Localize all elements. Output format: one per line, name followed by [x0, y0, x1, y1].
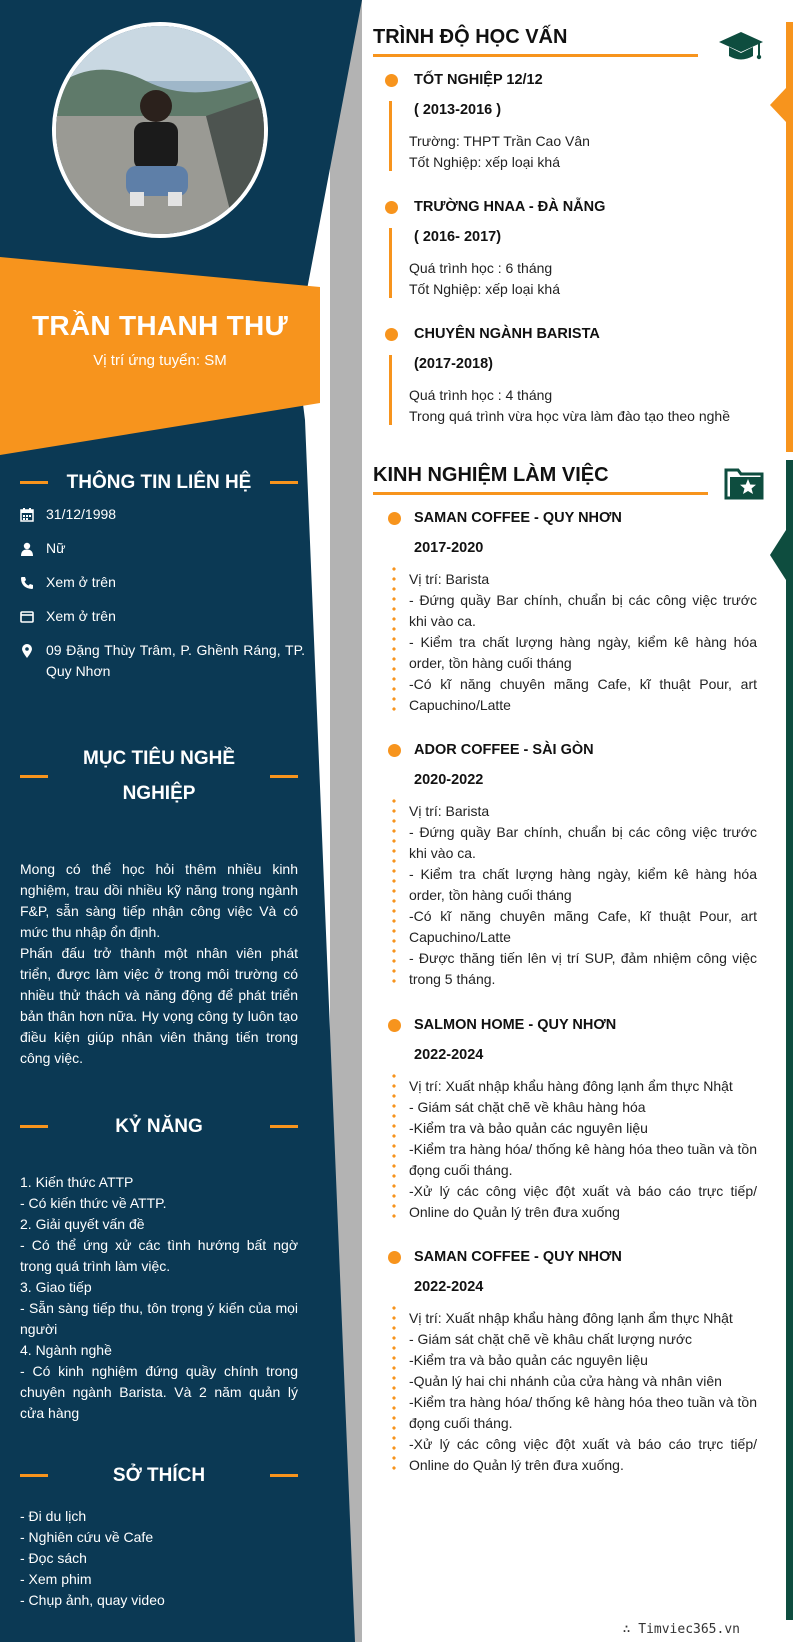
objective-paragraph-2: Phấn đấu trở thành một nhân viên phát triển, được làm việc ở trong môi trường có nhiều thử thách và năng động để phát triển bản thân hơn nữa. Hy vọng công ty luôn tạo điều kiện giúp nhân viên thăng tiến trong công việc. [20, 945, 298, 1066]
desc-line: -Kiểm tra và bảo quản các nguyên liệu [409, 1352, 648, 1368]
folder-star-icon [724, 466, 764, 505]
desc-line: Vị trí: Xuất nhập khẩu hàng đông lạnh ẩm thực Nhật [409, 1310, 733, 1326]
left-column [0, 0, 305, 1642]
desc-line: -Kiểm tra hàng hóa/ thống kê hàng hóa theo tuần và tồn đọng cuối tháng. [409, 1394, 757, 1431]
education-entry-title: CHUYÊN NGÀNH BARISTA [414, 326, 600, 342]
skill-line: - Có kinh nghiệm đứng quầy chính trong chuyên ngành Barista. Và 2 năm quản lý cửa hàng [20, 1363, 298, 1421]
objective-text [20, 859, 298, 1069]
applied-position: Vị trí ứng tuyển: SM [93, 352, 227, 369]
desc-line: - Giám sát chặt chẽ về khâu chất lượng nước [409, 1331, 693, 1347]
desc-line: Trường: THPT Trần Cao Vân [409, 133, 590, 149]
hobbies-list [20, 1506, 298, 1611]
heading-dash [270, 481, 298, 484]
hobby-line: - Xem phim [20, 1571, 92, 1587]
desc-line: -Có kĩ năng chuyên mãng Cafe, kĩ thuật Pour, art Capuchino/Latte [409, 676, 757, 713]
experience-entry-title: SAMAN COFFEE - QUY NHƠN [414, 510, 622, 526]
desc-line: - Kiểm tra chất lượng hàng ngày, kiểm kê hàng hóa order, tồn hàng cuối tháng [409, 634, 757, 671]
experience-entry-year: 2017-2020 [414, 540, 484, 556]
desc-line: Tốt Nghiệp: xếp loại khá [409, 281, 560, 297]
education-entry-year: (2017-2018) [414, 356, 493, 372]
heading-dash [270, 775, 298, 778]
experience-entry-title: ADOR COFFEE - SÀI GÒN [414, 742, 594, 758]
desc-line: -Có kĩ năng chuyên mãng Cafe, kĩ thuật Pour, art Capuchino/Latte [409, 908, 757, 945]
calendar-icon [20, 504, 46, 528]
objective-title [48, 741, 270, 811]
hobby-line: - Đi du lịch [20, 1508, 87, 1524]
experience-entry-year: 2022-2024 [414, 1279, 484, 1295]
contact-text: Nữ [46, 540, 66, 556]
timeline-dot [385, 328, 398, 341]
education-title: TRÌNH ĐỘ HỌC VẤN [373, 26, 568, 48]
experience-entry-year: 2020-2022 [414, 772, 484, 788]
heading-dash [270, 1125, 298, 1128]
heading-dash [20, 481, 48, 484]
contact-heading [20, 465, 298, 500]
timeline-dot [385, 201, 398, 214]
timeline-dot [388, 1019, 401, 1032]
heading-dash [20, 1125, 48, 1128]
desc-line: -Quản lý hai chi nhánh của cửa hàng và nhân viên [409, 1373, 722, 1389]
skill-line: 1. Kiến thức ATTP [20, 1174, 134, 1190]
desc-line: Trong quá trình vừa học vừa làm đào tạo theo nghề [409, 408, 730, 424]
timeline-dots [392, 1303, 396, 1475]
desc-line: - Đứng quầy Bar chính, chuẩn bị các công việc trước khi vào ca. [409, 824, 757, 861]
timeline-dot [385, 74, 398, 87]
timeline-bar [389, 355, 392, 425]
contact-text: 09 Đặng Thùy Trâm, P. Ghềnh Ráng, TP. Quy Nhơn [46, 642, 305, 679]
education-entry-year: ( 2013-2016 ) [414, 102, 502, 118]
timeline-dots [392, 1071, 396, 1221]
hobby-line: - Nghiên cứu về Cafe [20, 1529, 154, 1545]
hobby-line: - Đọc sách [20, 1550, 87, 1566]
watermark: ∴ Timviec365.vn [622, 1622, 740, 1637]
contact-phone [20, 572, 305, 596]
education-entry-title: TRƯỜNG HNAA - ĐÀ NẴNG [414, 199, 606, 215]
hobbies-heading [20, 1458, 298, 1493]
timeline-dot [388, 744, 401, 757]
timeline-dots [392, 796, 396, 989]
education-underline [373, 54, 698, 57]
contact-text: 31/12/1998 [46, 506, 117, 522]
contact-gender [20, 538, 305, 562]
desc-line: -Xử lý các công việc đột xuất và báo cáo trực tiếp/ Online do Quản lý trên đưa xuống [409, 1183, 757, 1220]
desc-line: Quá trình học : 4 tháng [409, 387, 553, 403]
experience-entry-desc [409, 1076, 757, 1223]
objective-paragraph-1: Mong có thể học hỏi thêm nhiều kinh nghiệm, trau dồi nhiều kỹ năng trong ngành F&P, sẵn sàng tiếp nhận công việc Và có mức thu nhập ổn định. [20, 861, 298, 940]
skill-line: - Có kiến thức về ATTP. [20, 1195, 167, 1211]
skill-line: 4. Ngành nghề [20, 1342, 112, 1358]
avatar [52, 22, 268, 238]
timeline-dots [392, 564, 396, 714]
contact-email [20, 606, 305, 630]
skill-line: - Có thể ứng xử các tình hướng bất ngờ trong quá trình làm việc. [20, 1237, 298, 1274]
desc-line: - Đứng quầy Bar chính, chuẩn bị các công việc trước khi vào ca. [409, 592, 757, 629]
desc-line: Vị trí: Xuất nhập khẩu hàng đông lạnh ẩm thực Nhật [409, 1078, 733, 1094]
location-icon [20, 640, 46, 682]
skills-heading [20, 1109, 298, 1144]
desc-line: - Giám sát chặt chẽ về khâu hàng hóa [409, 1099, 646, 1115]
graduation-cap-icon [718, 30, 764, 69]
experience-entry-desc [409, 1308, 757, 1476]
experience-entry-title: SALMON HOME - QUY NHƠN [414, 1017, 617, 1033]
timeline-dot [388, 512, 401, 525]
hobby-line: - Chụp ảnh, quay video [20, 1592, 165, 1608]
experience-entry-year: 2022-2024 [414, 1047, 484, 1063]
desc-line: Vị trí: Barista [409, 803, 490, 819]
heading-dash [20, 1474, 48, 1477]
skill-line: 2. Giải quyết vấn đề [20, 1216, 145, 1232]
experience-entry-desc [409, 801, 757, 990]
experience-entry-title: SAMAN COFFEE - QUY NHƠN [414, 1249, 622, 1265]
experience-entry-desc [409, 569, 757, 716]
skill-line: 3. Giao tiếp [20, 1279, 92, 1295]
heading-dash [20, 775, 48, 778]
education-entry-title: TỐT NGHIỆP 12/12 [414, 72, 543, 88]
contact-birthday [20, 504, 305, 528]
desc-line: Vị trí: Barista [409, 571, 490, 587]
timeline-bar [389, 101, 392, 171]
desc-line: - Được thăng tiến lên vị trí SUP, đảm nhiệm công việc trong 5 tháng. [409, 950, 757, 987]
desc-line: -Xử lý các công việc đột xuất và báo cáo trực tiếp/ Online do Quản lý trên đưa xuống. [409, 1436, 757, 1473]
desc-line: Quá trình học : 6 tháng [409, 260, 553, 276]
heading-dash [270, 1474, 298, 1477]
phone-icon [20, 572, 46, 596]
skill-line: - Sẵn sàng tiếp thu, tôn trọng ý kiến của mọi người [20, 1300, 298, 1337]
objective-heading [20, 741, 298, 811]
mail-icon [20, 606, 46, 630]
experience-title: KINH NGHIỆM LÀM VIỆC [373, 464, 609, 486]
education-entry-desc [409, 131, 757, 173]
candidate-name: TRẦN THANH THƯ [31, 310, 289, 341]
hobbies-title: SỞ THÍCH [112, 1465, 206, 1486]
education-entry-desc [409, 258, 757, 300]
education-entry-desc [409, 385, 757, 427]
timeline-bar [389, 228, 392, 298]
contact-text: Xem ở trên [46, 608, 116, 624]
education-entry-year: ( 2016- 2017) [414, 229, 502, 245]
person-icon [20, 538, 46, 562]
desc-line: Tốt Nghiệp: xếp loại khá [409, 154, 560, 170]
objective-title-line1: MỤC TIÊU NGHỀ [83, 748, 235, 769]
skills-title: KỶ NĂNG [115, 1116, 203, 1137]
skills-list [20, 1172, 298, 1424]
desc-line: -Kiểm tra và bảo quản các nguyên liệu [409, 1120, 648, 1136]
profile-photo [56, 26, 264, 234]
desc-line: -Kiểm tra hàng hóa/ thống kê hàng hóa theo tuần và tồn đọng cuối tháng. [409, 1141, 757, 1178]
contact-address [20, 640, 305, 682]
contact-title: THÔNG TIN LIÊN HỆ [66, 472, 252, 493]
contact-text: Xem ở trên [46, 574, 116, 590]
experience-underline [373, 492, 708, 495]
objective-title-line2: NGHIỆP [122, 783, 196, 804]
desc-line: - Kiểm tra chất lượng hàng ngày, kiểm kê hàng hóa order, tồn hàng cuối tháng [409, 866, 757, 903]
timeline-dot [388, 1251, 401, 1264]
